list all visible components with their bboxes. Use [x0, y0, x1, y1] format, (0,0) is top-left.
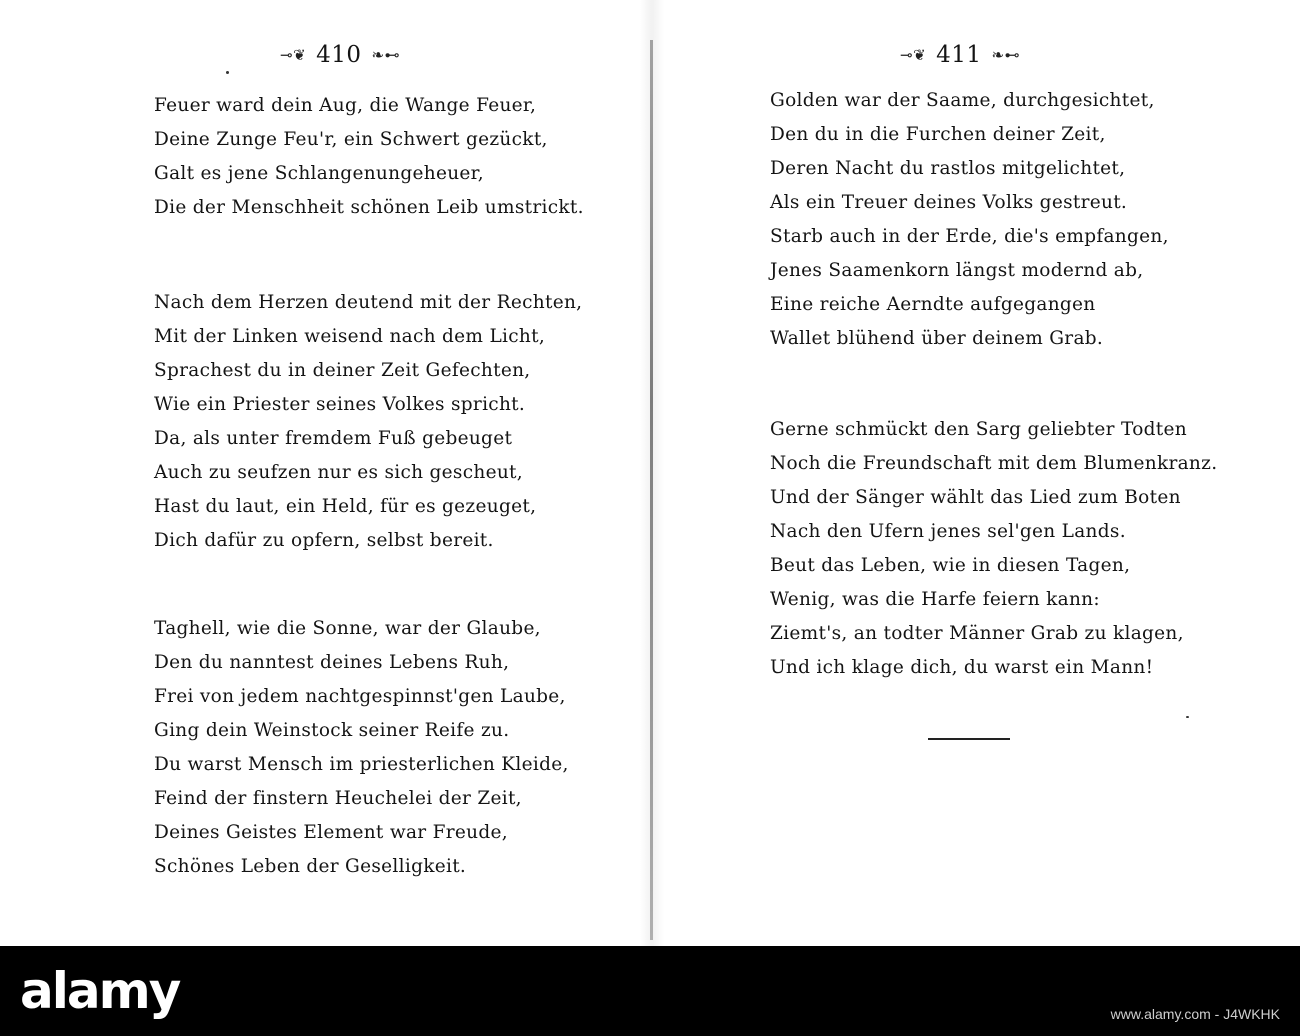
end-rule — [928, 738, 1010, 740]
ornament-left-icon: ⊸❦ — [900, 46, 927, 64]
verse-line: Und ich klage dich, du warst ein Mann! — [770, 657, 1154, 678]
verse-line: Nach dem Herzen deutend mit der Rechten, — [154, 292, 583, 313]
verse-line: Und der Sänger wählt das Lied zum Boten — [770, 487, 1181, 508]
verse-line: Taghell, wie die Sonne, war der Glaube, — [154, 618, 541, 639]
ornament-right-icon: ❧⊷ — [371, 46, 401, 64]
verse-line: Die der Menschheit schönen Leib umstrickt. — [154, 197, 584, 218]
verse-line: Frei von jedem nachtgespinnst'gen Laube, — [154, 686, 566, 707]
paper-speck — [226, 71, 229, 74]
verse-line: Da, als unter fremdem Fuß gebeuget — [154, 428, 513, 449]
verse-line: Hast du laut, ein Held, für es gezeuget, — [154, 496, 537, 517]
verse-line: Gerne schmückt den Sarg geliebter Todten — [770, 419, 1187, 440]
verse-line: Wenig, was die Harfe feiern kann: — [770, 589, 1100, 610]
verse-line: Feind der finstern Heuchelei der Zeit, — [154, 788, 522, 809]
verse-line: Den du in die Furchen deiner Zeit, — [770, 124, 1106, 145]
left-page-number-text: 410 — [316, 42, 362, 68]
verse-line: Dich dafür zu opfern, selbst bereit. — [154, 530, 494, 551]
stock-footer — [0, 946, 1300, 1036]
verse-line: Feuer ward dein Aug, die Wange Feuer, — [154, 95, 537, 116]
verse-line: Starb auch in der Erde, die's empfangen, — [770, 226, 1169, 247]
verse-line: Als ein Treuer deines Volks gestreut. — [770, 192, 1128, 213]
verse-line: Sprachest du in deiner Zeit Gefechten, — [154, 360, 531, 381]
right-page-number-text: 411 — [936, 42, 982, 68]
verse-line: Beut das Leben, wie in diesen Tagen, — [770, 555, 1131, 576]
ornament-right-icon: ❧⊷ — [991, 46, 1021, 64]
verse-line: Ziemt's, an todter Männer Grab zu klagen, — [770, 623, 1184, 644]
right-page-number — [900, 42, 1020, 68]
image-caption: www.alamy.com - J4WKHK — [1110, 1006, 1280, 1022]
verse-line: Mit der Linken weisend nach dem Licht, — [154, 326, 546, 347]
left-stanza-3 — [154, 612, 569, 884]
alamy-logo: alamy — [20, 962, 180, 1020]
verse-line: Wallet blühend über deinem Grab. — [770, 328, 1104, 349]
paper-speck — [1186, 716, 1189, 718]
left-stanza-2 — [154, 286, 582, 558]
verse-line: Den du nanntest deines Lebens Ruh, — [154, 652, 510, 673]
verse-line: Auch zu seufzen nur es sich gescheut, — [154, 462, 523, 483]
verse-line: Du warst Mensch im priesterlichen Kleide, — [154, 754, 569, 775]
book-gutter — [650, 40, 653, 940]
verse-line: Deines Geistes Element war Freude, — [154, 822, 508, 843]
verse-line: Nach den Ufern jenes sel'gen Lands. — [770, 521, 1126, 542]
left-stanza-1 — [154, 89, 584, 225]
verse-line: Schönes Leben der Geselligkeit. — [154, 856, 467, 877]
ornament-left-icon: ⊸❦ — [280, 46, 307, 64]
verse-line: Noch die Freundschaft mit dem Blumenkranz. — [770, 453, 1218, 474]
verse-line: Deren Nacht du rastlos mitgelichtet, — [770, 158, 1126, 179]
verse-line: Jenes Saamenkorn längst modernd ab, — [770, 260, 1144, 281]
left-page-number — [280, 42, 400, 68]
verse-line: Deine Zunge Feu'r, ein Schwert gezückt, — [154, 129, 548, 150]
right-stanza-2 — [770, 413, 1217, 685]
right-stanza-1 — [770, 84, 1169, 356]
verse-line: Eine reiche Aerndte aufgegangen — [770, 294, 1096, 315]
verse-line: Golden war der Saame, durchgesichtet, — [770, 90, 1155, 111]
verse-line: Galt es jene Schlangenungeheuer, — [154, 163, 484, 184]
verse-line: Ging dein Weinstock seiner Reife zu. — [154, 720, 510, 741]
verse-line: Wie ein Priester seines Volkes spricht. — [154, 394, 526, 415]
